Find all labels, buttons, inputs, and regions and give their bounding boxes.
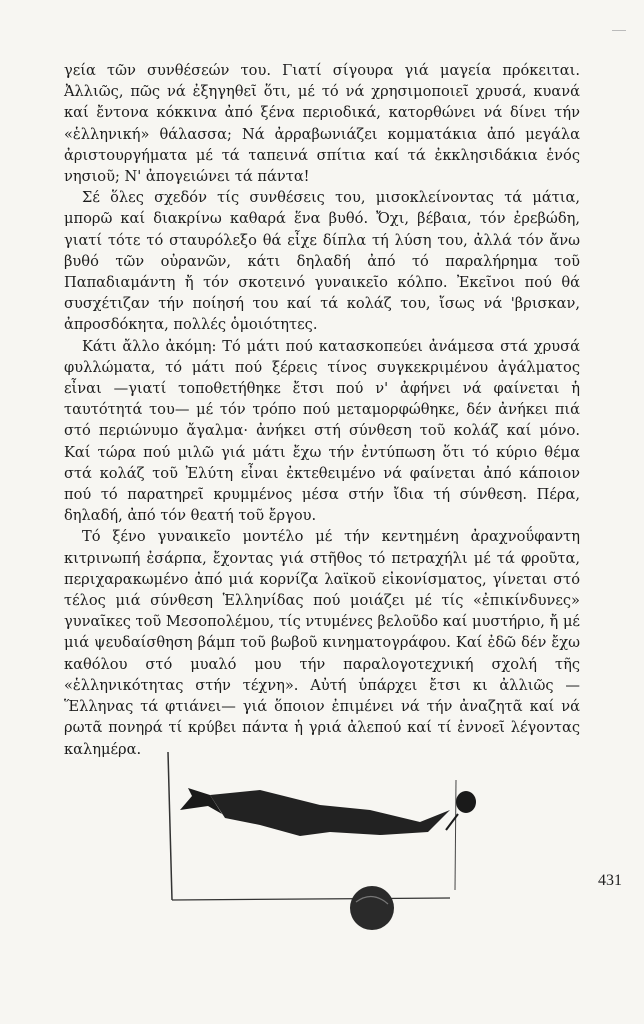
- paragraph-4: Τό ξένο γυναικεῖο μοντέλο μέ τήν κεντημένη ἀραχνοΰφαντη κιτρινωπή ἐσάρπα, ἔχοντας γιά στῆθος τό πετραχήλι μέ τά φροῦτα, περιχαρακωμένο ἀπό μιά κορνίζα λαϊκοῦ εἰκονίσματος, γίνεται στό τέλος μιά σύνθεση Ἑλληνίδας πού μοιάζει μέ τίς «ἐπικίνδυνες» γυναῖκες τοῦ Μεσοπολέμου, τίς ντυμένες βελοῦδο καί μυστήριο, ἤ μέ μιά ψευδαίσθηση βάμπ τοῦ βωβοῦ κινηματογράφου. Καί ἐδῶ δέν ἔχω καθόλου στό μυαλό μου τήν παραλογοτεχνική σχολή τῆς «ἑλληνικότητας στήν τέχνη». Αὐτή ὑπάρχει ἔτσι κι ἀλλιῶς —Ἕλληνας τά φτιάνει— γιά ὅποιον ἐπιμένει νά τήν ἀναζητᾶ καί νά ρωτᾶ πονηρά τί κρύβει πάντα ἡ γριά ἀλεπού καί τί ἐννοεῖ λέγοντας καλημέρα.: [64, 528, 580, 758]
- drawing-right-line: [455, 780, 456, 890]
- paragraph-3: Κάτι ἄλλο ἀκόμη: Τό μάτι πού κατασκοπεύει ἀνάμεσα στά χρυσά φυλλώματα, τό μάτι πού ξέρεις τίνος συγκεκριμένου ἀγάλματος εἶναι —γιατί τοποθετήθηκε ἔτσι πού ν' ἀφήνει νά φαίνεται ἡ ταυτότητά του— μέ τόν τρόπο πού μεταμορφώθηκε, δέν ἀνήκει πιά στό περιώνυμο ἄγαλμα· ἀνήκει στή σύνθεση τοῦ κολάζ καί μόνο. Καί τώρα πού μιλῶ γιά μάτι ἔχω τήν ἐντύπωση ὅτι τό κύριο θέμα στά κολάζ τοῦ Ἐλύτη εἶναι ἐκτεθειμένο νά φαίνεται ἀπό κάποιον πού τό παρατηρεῖ κρυμμένος μέσα στήν ἴδια τή σύνθεση. Πέρα, δηλαδή, ἀπό τόν θεατή τοῦ ἔργου.: [64, 337, 580, 525]
- paragraph-2: Σέ ὅλες σχεδόν τίς συνθέσεις του, μισοκλείνοντας τά μάτια, μπορῶ καί διακρίνω καθαρά ἕνα βυθό. Ὄχι, βέβαια, τόν ἐρεβώδη, γιατί τότε τό σταυρόλεξο θά εἶχε δίπλα τή λύση του, ἀλλά τόν ἄνω βυθό τῶν οὐρανῶν, κάτι δηλαδή ἀπό τό παραλήρημα τοῦ Παπαδιαμάντη ἤ τόν σκοτεινό γυναικεῖο κόλπο. Ἐκεῖνοι πού θά συσχέτιζαν τήν ποίησή του καί τά κολάζ του, ἴσως νά 'βρισκαν, ἀπροσδόκητα, πολλές ὁμοιότητες.: [64, 189, 580, 334]
- ink-drawing-reclining-figure: [150, 740, 510, 940]
- drawing-left-line: [168, 752, 172, 900]
- body-text: [64, 60, 580, 760]
- drawing-figure-body: [210, 790, 450, 836]
- drawing-bottom-line: [172, 898, 450, 900]
- drawing-figure-neck: [446, 814, 458, 830]
- drawing-figure-head: [456, 791, 476, 813]
- drawing-round-object: [350, 886, 394, 930]
- paragraph-1: γεία τῶν συνθέσεών του. Γιατί σίγουρα γιά μαγεία πρόκειται. Ἀλλιῶς, πῶς νά ἐξηγηθεῖ ὅτι, μέ τό νά χρησιμοποιεῖ χρυσά, κυανά καί ἔντονα κόκκινα ἀπό ξένα περιοδικά, κατορθώνει νά δίνει τήν «ἑλληνική» θάλασσα; Νά ἀρραβωνιάζει κομματάκια ἀπό μεγάλα ἀριστουργήματα μέ τά ταπεινά σπίτια καί τά ἐκκλησιδάκια ἑνός νησιοῦ; Ν' ἀπογειώνει τά πάντα!: [64, 62, 580, 186]
- scan-mark: [612, 30, 626, 31]
- page-number: 431: [598, 872, 622, 889]
